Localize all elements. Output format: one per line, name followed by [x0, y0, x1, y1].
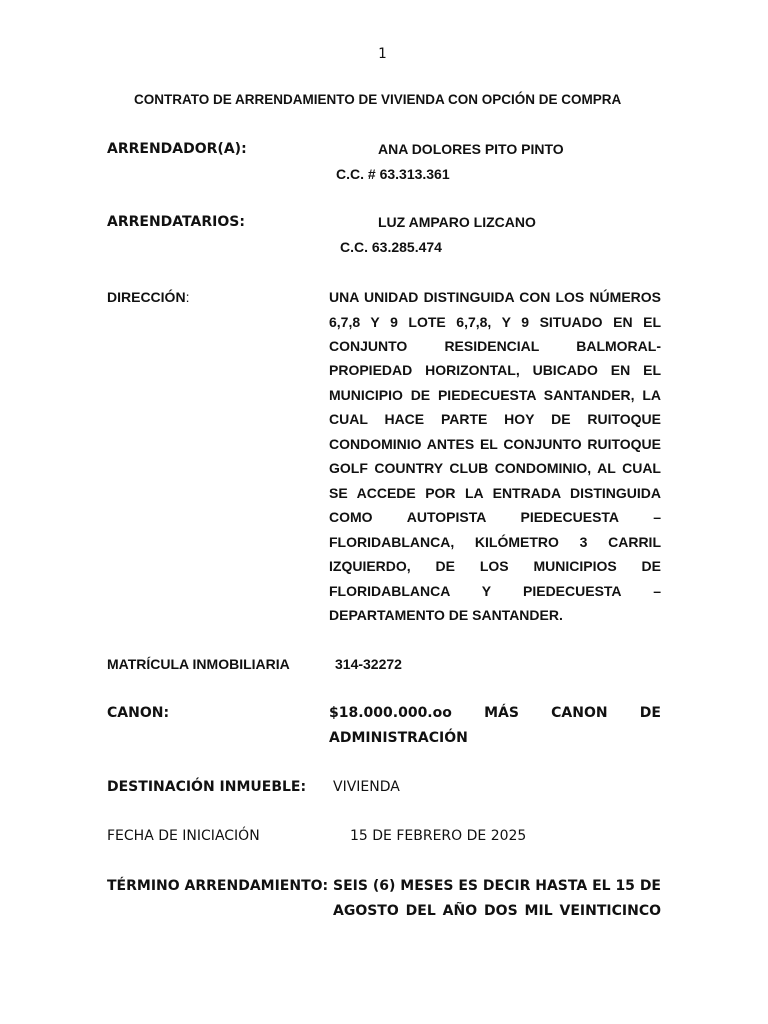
direccion-line: MUNICIPIO DE PIEDECUESTA SANTANDER, LA: [329, 387, 661, 403]
arrendatarios-name: LUZ AMPARO LIZCANO: [378, 214, 536, 230]
arrendatarios-id: C.C. 63.285.474: [340, 239, 442, 255]
direccion-line: IZQUIERDO, DE LOS MUNICIPIOS DE: [329, 558, 661, 574]
matricula-value: 314-32272: [335, 656, 402, 672]
direccion-line: SE ACCEDE POR LA ENTRADA DISTINGUIDA: [329, 485, 661, 501]
matricula-label: MATRÍCULA INMOBILIARIA: [107, 656, 290, 672]
arrendatarios-label: ARRENDATARIOS:: [107, 214, 245, 230]
canon-line: ADMINISTRACIÓN: [329, 730, 468, 746]
arrendador-label: ARRENDADOR(A):: [107, 141, 247, 157]
arrendador-id: C.C. # 63.313.361: [336, 166, 450, 182]
termino-label: TÉRMINO ARRENDAMIENTO:: [107, 878, 329, 894]
document-title: CONTRATO DE ARRENDAMIENTO DE VIVIENDA CON OPCIÓN DE COMPRA: [134, 92, 622, 107]
arrendador-name: ANA DOLORES PITO PINTO: [378, 141, 564, 157]
canon-line: $18.000.000.oo MÁS CANON DE: [329, 705, 661, 721]
direccion-line: UNA UNIDAD DISTINGUIDA CON LOS NÚMEROS: [329, 289, 661, 305]
direccion-line: GOLF COUNTRY CLUB CONDOMINIO, AL CUAL: [329, 460, 661, 476]
direccion-line: FLORIDABLANCA, KILÓMETRO 3 CARRIL: [329, 534, 661, 550]
destinacion-value: VIVIENDA: [333, 779, 400, 795]
direccion-label: DIRECCIÓN:: [107, 289, 190, 305]
termino-line: SEIS (6) MESES ES DECIR HASTA EL 15 DE: [333, 878, 661, 894]
termino-line: AGOSTO DEL AÑO DOS MIL VEINTICINCO: [333, 903, 661, 919]
page-number: 1: [378, 46, 387, 62]
direccion-line: CONJUNTO RESIDENCIAL BALMORAL-: [329, 338, 661, 354]
direccion-line: COMO AUTOPISTA PIEDECUESTA –: [329, 509, 661, 525]
direccion-line: 6,7,8 Y 9 LOTE 6,7,8, Y 9 SITUADO EN EL: [329, 314, 661, 330]
direccion-line: CUAL HACE PARTE HOY DE RUITOQUE: [329, 411, 661, 427]
direccion-line: FLORIDABLANCA Y PIEDECUESTA –: [329, 583, 661, 599]
fecha-iniciacion-value: 15 DE FEBRERO DE 2025: [350, 828, 527, 844]
canon-label: CANON:: [107, 705, 170, 721]
direccion-line: PROPIEDAD HORIZONTAL, UBICADO EN EL: [329, 362, 661, 378]
fecha-iniciacion-label: FECHA DE INICIACIÓN: [107, 828, 260, 844]
direccion-line: CONDOMINIO ANTES EL CONJUNTO RUITOQUE: [329, 436, 661, 452]
direccion-line: DEPARTAMENTO DE SANTANDER.: [329, 607, 563, 623]
destinacion-label: DESTINACIÓN INMUEBLE:: [107, 779, 307, 795]
